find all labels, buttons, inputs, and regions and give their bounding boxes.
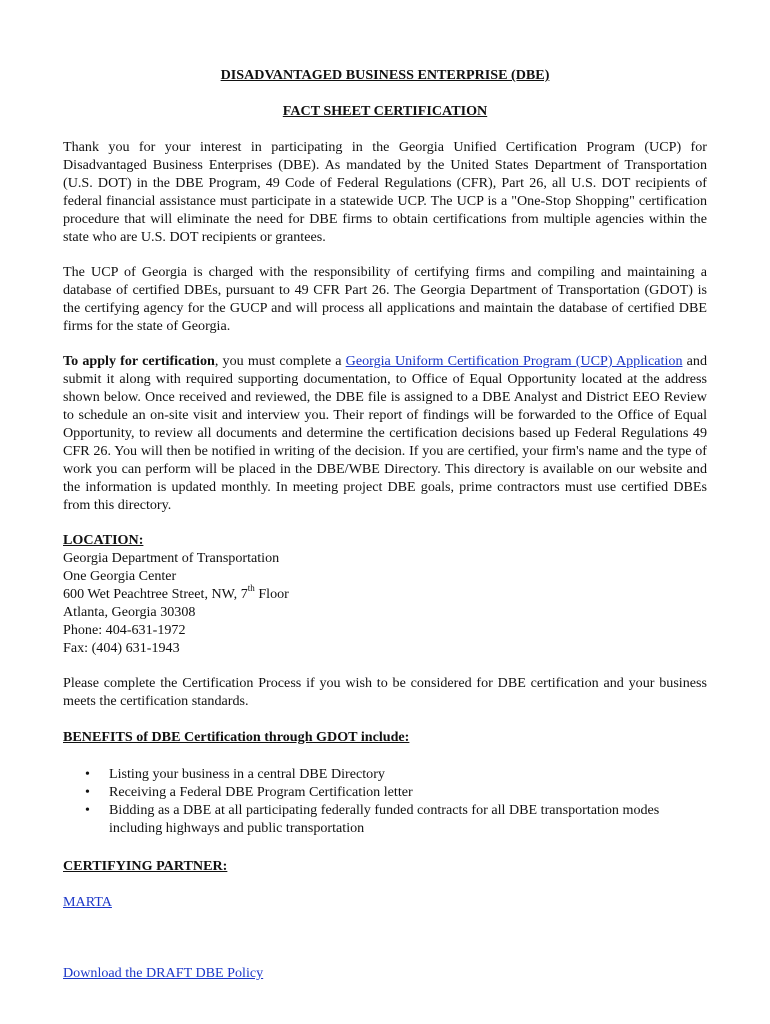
location-block [63, 531, 707, 657]
location-city: Atlanta, Georgia 30308 [63, 604, 196, 620]
document-title: DISADVANTAGED BUSINESS ENTERPRISE (DBE) [220, 67, 550, 83]
location-phone: Phone: 404-631-1972 [63, 622, 186, 638]
apply-lead: To apply for certification [63, 353, 215, 369]
location-fax: Fax: (404) 631-1943 [63, 640, 180, 656]
bullet-icon: • [85, 766, 90, 782]
document-subtitle: FACT SHEET CERTIFICATION [282, 103, 488, 119]
bullet-icon: • [85, 784, 90, 800]
partner-link-row [63, 893, 707, 911]
location-heading: LOCATION: [63, 532, 144, 548]
street-floor: Floor [254, 586, 289, 602]
footer-link-row [63, 964, 707, 982]
benefit-text: Listing your business in a central DBE Directory [109, 766, 385, 782]
list-item [63, 801, 707, 837]
complete-paragraph: Please complete the Certification Process if you wish to be considered for DBE certification and your business meets the certification standards. [63, 675, 707, 709]
apply-paragraph [63, 352, 707, 514]
benefit-text: Bidding as a DBE at all participating federally funded contracts for all DBE transportation modes including highways and public transportation [109, 802, 660, 836]
apply-text-1: , you must complete a [214, 353, 346, 369]
partner-heading: CERTIFYING PARTNER: [63, 858, 228, 874]
ucp-application-link[interactable]: Georgia Uniform Certification Program (UCP) Application [345, 353, 683, 369]
list-item [63, 783, 707, 801]
marta-link[interactable]: MARTA [63, 894, 112, 910]
list-item [63, 765, 707, 783]
ucp-paragraph: The UCP of Georgia is charged with the responsibility of certifying firms and compiling and maintaining a database of certified DBEs, pursuant to 49 CFR Part 26. The Georgia Department of Transportation (GDOT) is the certifying agency for the GUCP and will process all applications and maintain the database of certified DBE firms for the state of Georgia. [63, 264, 707, 334]
benefits-heading: BENEFITS of DBE Certification through GDOT include: [63, 729, 410, 745]
intro-paragraph: Thank you for your interest in participating in the Georgia Unified Certification Program (UCP) for Disadvantaged Business Enterprises (DBE). As mandated by the United States Department of Transportation (U.S. DOT) in the DBE Program, 49 Code of Federal Regulations (CFR), Part 26, all U.S. DOT recipients of federal financial assistance must participate in a statewide UCP. The UCP is a "One-Stop Shopping" certification procedure that will eliminate the need for DBE firms to obtain certifications from multiple agencies within the state who are U.S. DOT recipients or grantees. [63, 139, 707, 245]
location-street [63, 585, 707, 603]
location-org: Georgia Department of Transportation [63, 550, 280, 566]
benefits-list [63, 765, 707, 837]
street-ordinal: th [247, 583, 255, 594]
download-policy-link[interactable]: Download the DRAFT DBE Policy [63, 965, 264, 981]
apply-text-2: and submit it along with required supporting documentation, to Office of Equal Opportunity located at the address shown below. Once received and reviewed, the DBE file is assigned to a DBE Analyst and District EEO Review to schedule an on-site visit and interview you. Their report of findings will be forwarded to the Office of Equal Opportunity, to review all documents and determine the certification decisions based up Federal Regulations 49 CFR 26. You will then be notified in writing of the decision. If you are certified, your firm's name and the type of work you can perform will be placed in the DBE/WBE Directory. This directory is available on our website and the information is updated monthly. In meeting project DBE goals, prime contractors must use certified DBEs from this directory. [63, 353, 708, 513]
bullet-icon: • [85, 802, 90, 818]
location-building: One Georgia Center [63, 568, 177, 584]
benefit-text: Receiving a Federal DBE Program Certification letter [109, 784, 413, 800]
street-text: 600 Wet Peachtree Street, NW, 7 [63, 586, 248, 602]
